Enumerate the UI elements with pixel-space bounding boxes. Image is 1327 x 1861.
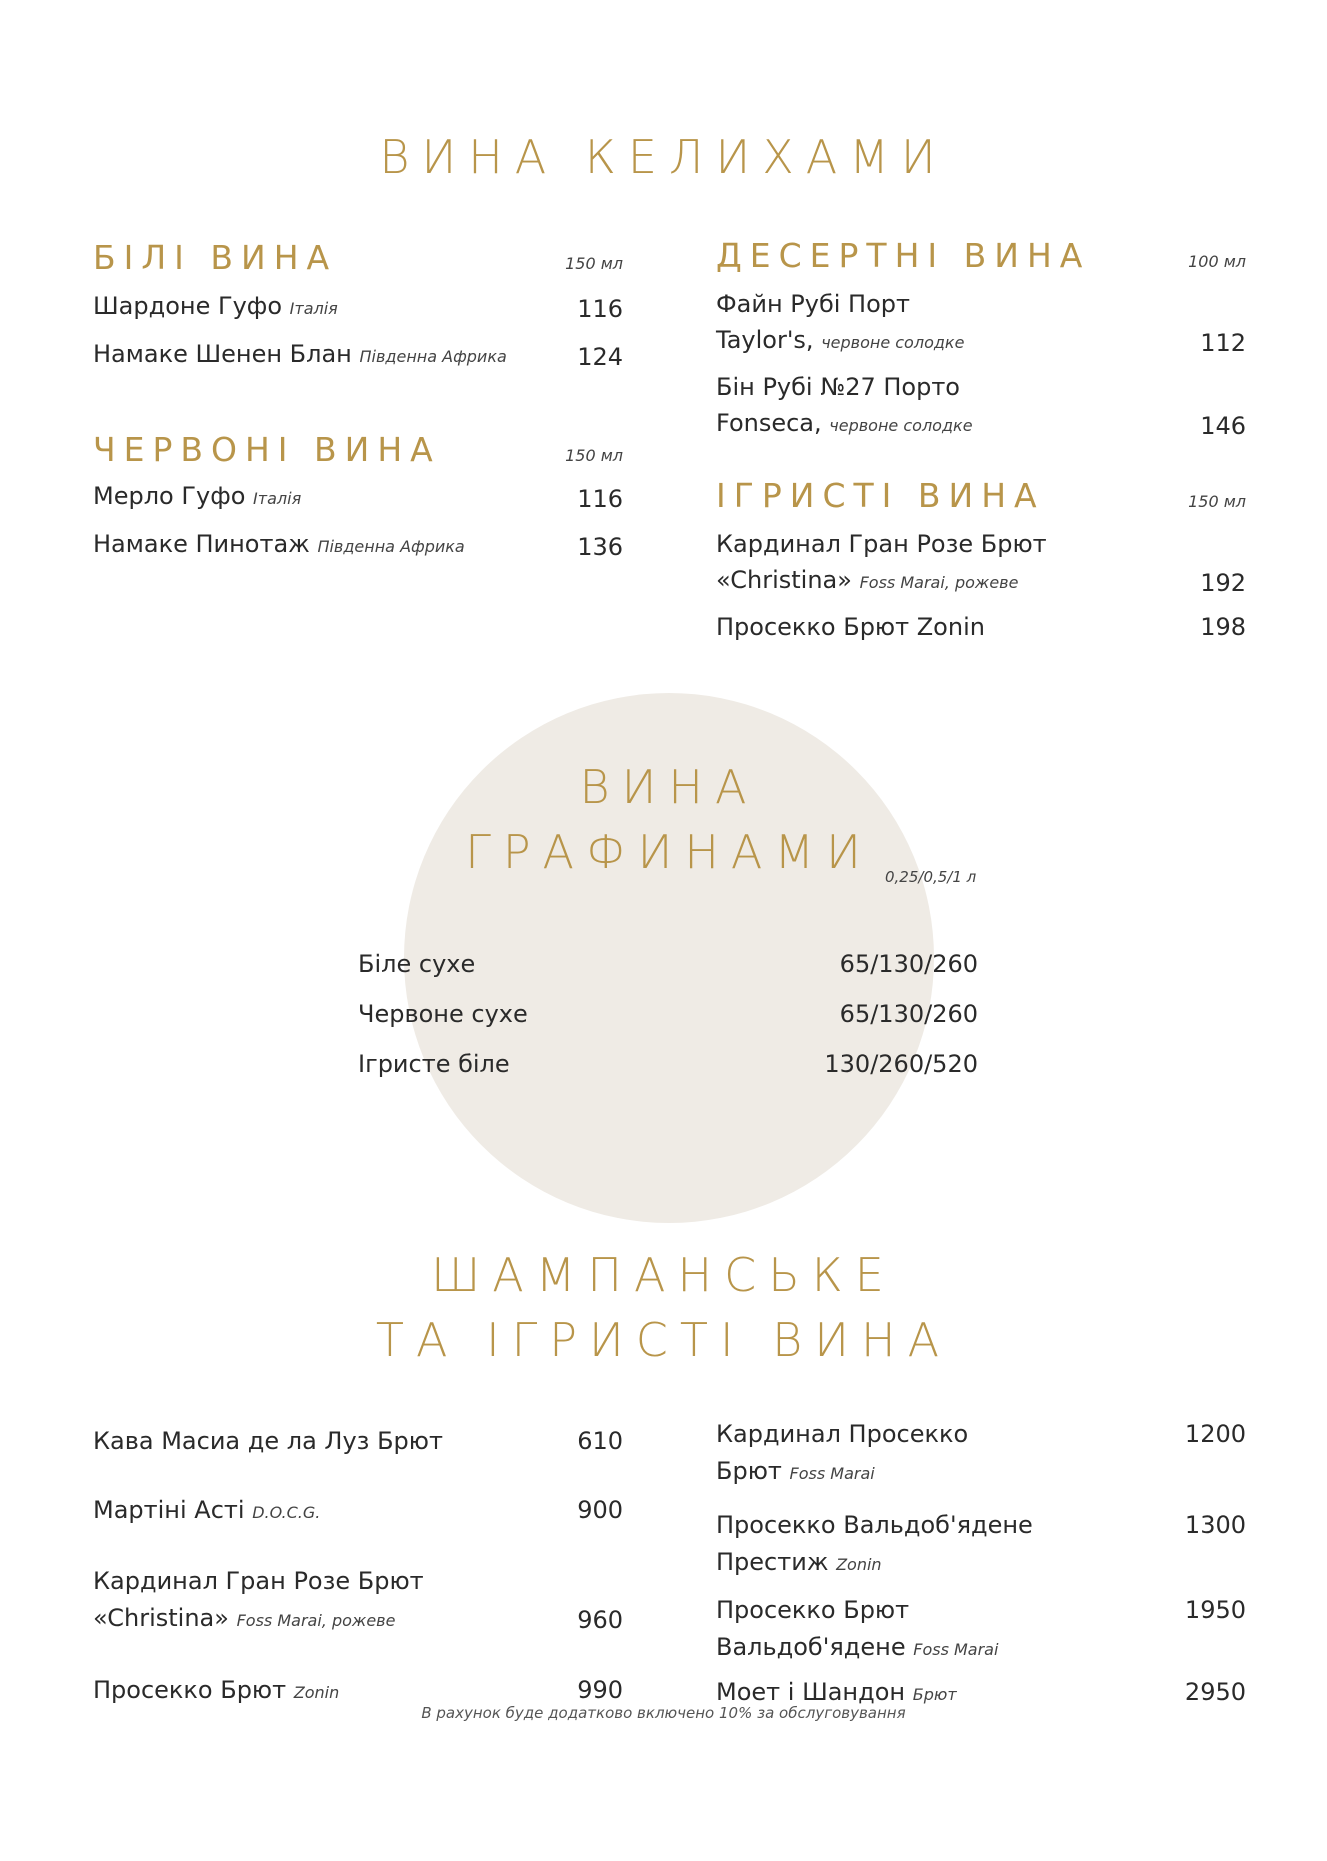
champagne-item: Просекко Брют Вальдоб'ядене Foss Marai 1950 [716,1592,1246,1668]
champagne-item: Кава Масиа де ла Луз Брют 610 [93,1423,623,1460]
menu-item: Шардоне Гуфо Італія 116 [93,288,623,327]
menu-item: Кардинал Гран Розе Брют «Christina» Foss Marai, рожеве 192 [716,526,1246,601]
sparkling-wines-section [716,476,1246,645]
price: 112 [1200,329,1246,357]
price: 1300 [1184,1511,1246,1539]
price: 1950 [1184,1596,1246,1624]
price: 136 [577,533,623,561]
champagne-item: Мартіні Асті D.O.C.G. 900 [93,1492,623,1531]
volume-label: 150 мл [1188,492,1246,511]
price: 900 [577,1496,623,1524]
volume-label: 150 мл [565,254,623,273]
menu-item: Мерло Гуфо Італія 116 [93,478,623,517]
price: 130/260/520 [824,1050,978,1078]
price: 124 [577,343,623,371]
carafe-title-line1: ВИНА [579,760,759,814]
price: 960 [577,1606,623,1634]
menu-item: Просекко Брют Zonin 198 [716,609,1246,645]
red-wines-section [93,430,623,565]
dessert-wines-section [716,236,1246,444]
champagne-item: Просекко Вальдоб'ядене Престиж Zonin 1300 [716,1507,1246,1583]
carafe-item: Червоне сухе 65/130/260 [358,1000,978,1028]
price: 116 [577,295,623,323]
section-title: ІГРИСТІ ВИНА [716,476,1045,515]
carafe-title-line2: ГРАФИНАМИ [465,825,873,879]
champagne-item: Просекко Брют Zonin 990 [93,1672,623,1711]
price: 116 [577,485,623,513]
section-title: ЧЕРВОНІ ВИНА [93,430,441,469]
volume-label: 150 мл [565,446,623,465]
champagne-item: Кардинал Просекко Брют Foss Marai 1200 [716,1416,1246,1492]
price: 192 [1200,569,1246,597]
carafe-item: Ігристе біле 130/260/520 [358,1050,978,1078]
volume-label: 100 мл [1188,252,1246,271]
price: 1200 [1184,1420,1246,1448]
menu-item: Бін Рубі №27 Порто Fonseca, червоне солодке 146 [716,369,1246,444]
champagne-title-line1: ШАМПАНСЬКЕ [431,1248,896,1302]
price: 610 [577,1427,623,1455]
menu-item: Файн Рубі Порт Taylor's, червоне солодке 112 [716,286,1246,361]
price: 65/130/260 [839,950,978,978]
price: 146 [1200,412,1246,440]
white-wines-section [93,238,623,375]
champagne-item: Моет і Шандон Брют 2950 [716,1674,1246,1713]
service-charge-note: В рахунок буде додатково включено 10% за обслуговування [421,1704,906,1722]
champagne-item: Кардинал Гран Розе Брют «Christina» Foss Marai, рожеве 960 [93,1563,623,1639]
carafe-volume: 0,25/0,5/1 л [885,868,977,886]
carafe-item: Біле сухе 65/130/260 [358,950,978,978]
section-title: БІЛІ ВИНА [93,238,338,277]
price: 2950 [1184,1678,1246,1706]
page-title: ВИНА КЕЛИХАМИ [379,130,948,184]
price: 990 [577,1676,623,1704]
champagne-title-line2: ТА ІГРИСТІ ВИНА [375,1313,952,1367]
section-title: ДЕСЕРТНІ ВИНА [716,236,1091,275]
price: 198 [1200,613,1246,641]
price: 65/130/260 [839,1000,978,1028]
menu-item: Намаке Пинотаж Південна Африка 136 [93,526,623,565]
menu-item: Намаке Шенен Блан Південна Африка 124 [93,336,623,375]
